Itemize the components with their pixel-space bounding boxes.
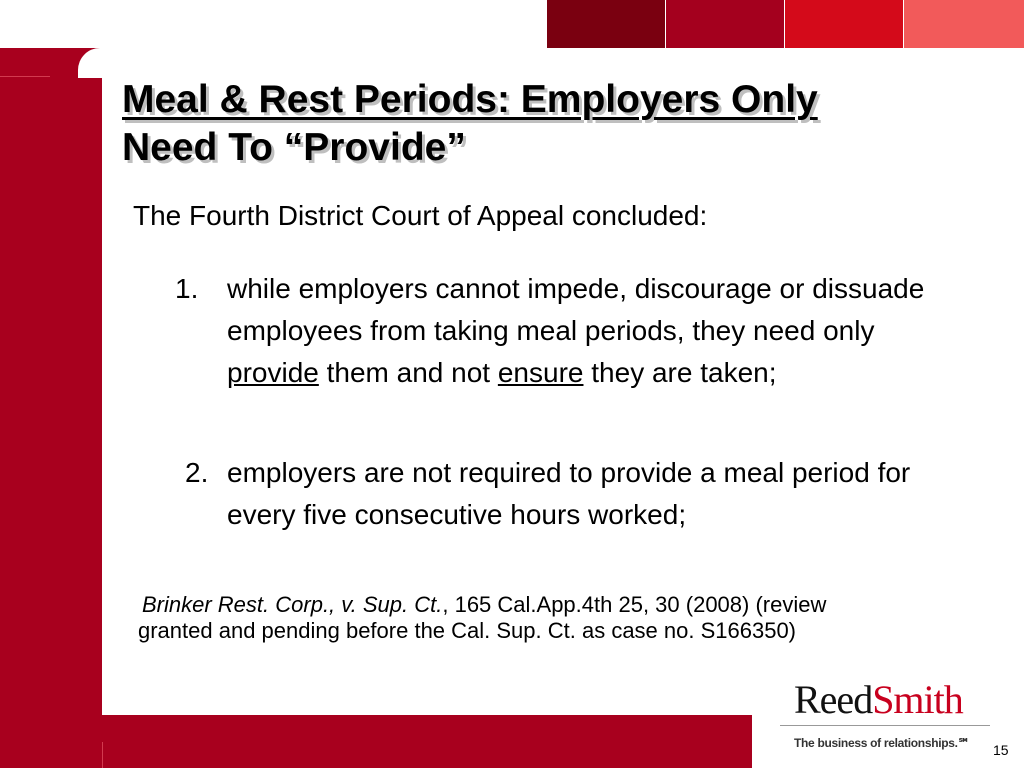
frame-left-bar xyxy=(0,0,102,768)
reedsmith-logo xyxy=(780,676,992,756)
frame-bottom-bar xyxy=(0,715,752,768)
logo-reed: Reed xyxy=(794,677,873,722)
slide-title-line-1: Meal & Rest Periods: Employers Only xyxy=(122,78,818,121)
list-item-text-part: while employers cannot impede, discourage or dissuade employees from taking meal periods, they need only xyxy=(227,273,925,346)
header-color-block-3 xyxy=(785,0,903,48)
logo-smith: Smith xyxy=(872,677,963,722)
slide-title xyxy=(122,76,982,172)
logo-wordmark xyxy=(794,676,963,724)
header-color-block-1 xyxy=(547,0,665,48)
list-item-number: 2. xyxy=(185,457,209,488)
list-item xyxy=(175,452,955,536)
citation-status: granted and pending before the Cal. Sup. Ct. as case no. S166350) xyxy=(138,618,797,643)
page-number: 15 xyxy=(993,742,1009,758)
list-item-text xyxy=(227,268,955,394)
list-item-text-part: they are taken; xyxy=(583,357,777,388)
list-item-number: 1. xyxy=(175,273,199,304)
frame-accent-line xyxy=(0,76,50,77)
slide-title-line-2: Need To “Provide” xyxy=(122,126,466,169)
logo-divider xyxy=(780,725,990,726)
frame-top-left-notch xyxy=(0,0,102,48)
list-item-text-part: them and not xyxy=(318,357,498,388)
underlined-word-ensure: ensure xyxy=(497,357,584,388)
list-item xyxy=(175,268,955,394)
underlined-word-provide: provide xyxy=(227,357,319,388)
list-item-text: employers are not required to provide a meal period for every five consecutive hours worked; xyxy=(227,457,911,530)
citation-reporter: , 165 Cal.App.4th 25, 30 (2008) (review xyxy=(442,592,827,617)
frame-bottom-accent-line xyxy=(102,742,103,768)
case-citation xyxy=(138,592,1018,644)
citation-case-name: Brinker Rest. Corp., v. Sup. Ct. xyxy=(142,592,443,617)
header-color-block-2 xyxy=(666,0,784,48)
header-color-block-4 xyxy=(904,0,1024,48)
intro-text: The Fourth District Court of Appeal concluded: xyxy=(133,200,708,231)
logo-tagline: The business of relationships.℠ xyxy=(794,736,970,750)
